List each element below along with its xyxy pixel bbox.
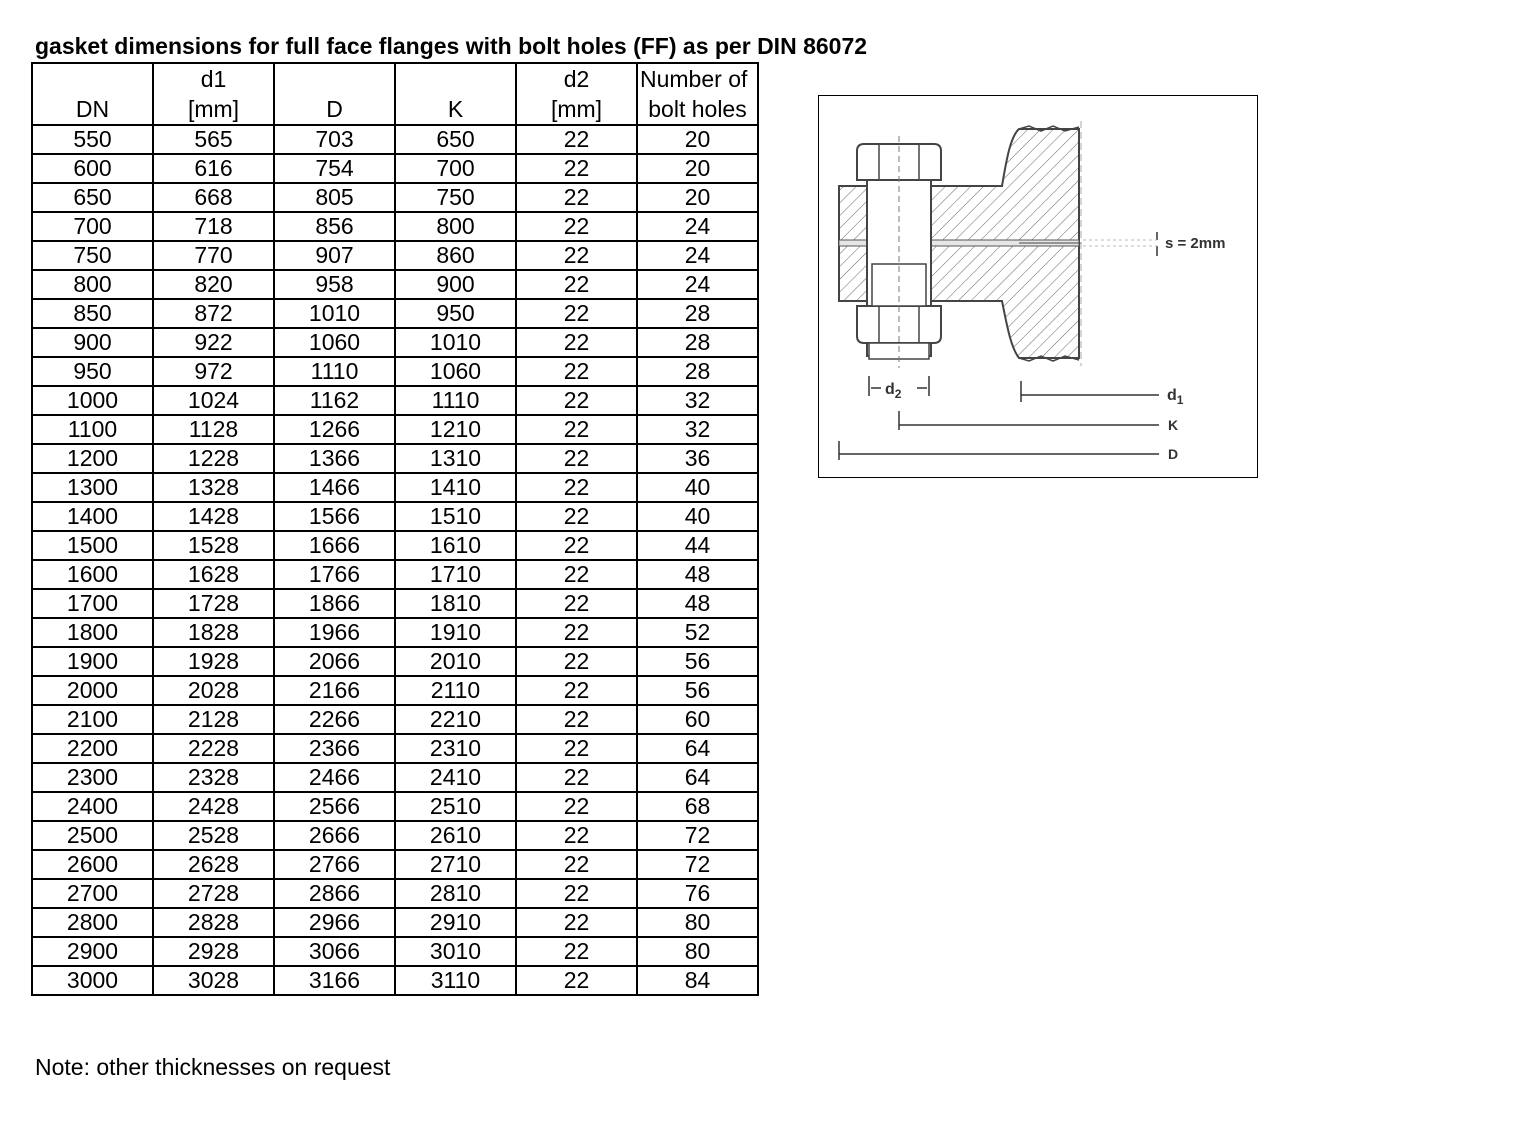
table-cell: 1910 [395, 618, 516, 647]
header-top [396, 64, 515, 94]
table-cell: 2200 [32, 734, 153, 763]
header-dn [32, 63, 153, 125]
table-cell: 950 [395, 299, 516, 328]
table-cell: 1024 [153, 386, 274, 415]
table-cell: 565 [153, 125, 274, 154]
table-cell: 2400 [32, 792, 153, 821]
table-cell: 22 [516, 589, 637, 618]
table-cell: 900 [395, 270, 516, 299]
thickness-label: s = 2mm [1165, 235, 1226, 252]
table-cell: 20 [637, 183, 758, 212]
table-cell: 2428 [153, 792, 274, 821]
table-cell: 922 [153, 328, 274, 357]
table-cell: 950 [32, 357, 153, 386]
table-row [32, 473, 758, 502]
table-cell: 2566 [274, 792, 395, 821]
table-row [32, 154, 758, 183]
table-cell: 1728 [153, 589, 274, 618]
table-row [32, 966, 758, 995]
table-cell: 60 [637, 705, 758, 734]
table-cell: 3028 [153, 966, 274, 995]
d2-label-main: d [885, 381, 895, 398]
table-cell: 1328 [153, 473, 274, 502]
table-cell: 3166 [274, 966, 395, 995]
header-bottom: D [326, 96, 343, 122]
table-row [32, 676, 758, 705]
table-cell: 36 [637, 444, 758, 473]
table-row [32, 386, 758, 415]
table-cell: 22 [516, 125, 637, 154]
table-row [32, 792, 758, 821]
table-row [32, 531, 758, 560]
table-cell: 2010 [395, 647, 516, 676]
table-cell: 68 [637, 792, 758, 821]
table-cell: 22 [516, 212, 637, 241]
k-label: K [1168, 417, 1179, 433]
table-cell: 1428 [153, 502, 274, 531]
table-cell: 2628 [153, 850, 274, 879]
d1-label [1167, 387, 1184, 407]
table-cell: 2266 [274, 705, 395, 734]
table-cell: 616 [153, 154, 274, 183]
table-row [32, 850, 758, 879]
table-cell: 2510 [395, 792, 516, 821]
table-cell: 2700 [32, 879, 153, 908]
table-row [32, 821, 758, 850]
table-cell: 1928 [153, 647, 274, 676]
table-cell: 1200 [32, 444, 153, 473]
table-cell: 1810 [395, 589, 516, 618]
table-row [32, 357, 758, 386]
table-cell: 550 [32, 125, 153, 154]
table-cell: 1666 [274, 531, 395, 560]
table-cell: 1162 [274, 386, 395, 415]
table-cell: 28 [637, 357, 758, 386]
table-cell: 22 [516, 763, 637, 792]
d1-label-sub: 1 [1176, 393, 1184, 407]
table-cell: 1528 [153, 531, 274, 560]
table-cell: 40 [637, 502, 758, 531]
table-cell: 2866 [274, 879, 395, 908]
gasket-dimensions-table [31, 62, 759, 996]
table-cell: 32 [637, 415, 758, 444]
header-top [33, 64, 152, 94]
table-cell: 860 [395, 241, 516, 270]
table-row [32, 444, 758, 473]
header-top [275, 64, 394, 94]
table-cell: 2110 [395, 676, 516, 705]
table-cell: 22 [516, 705, 637, 734]
table-cell: 22 [516, 792, 637, 821]
table-cell: 2928 [153, 937, 274, 966]
table-cell: 40 [637, 473, 758, 502]
table-row [32, 560, 758, 589]
table-cell: 72 [637, 821, 758, 850]
table-cell: 22 [516, 357, 637, 386]
table-cell: 22 [516, 937, 637, 966]
table-cell: 1828 [153, 618, 274, 647]
table-cell: 1510 [395, 502, 516, 531]
header-top: d2 [563, 66, 590, 92]
table-row [32, 589, 758, 618]
table-cell: 64 [637, 763, 758, 792]
table-cell: 1700 [32, 589, 153, 618]
table-cell: 1628 [153, 560, 274, 589]
table-cell: 2900 [32, 937, 153, 966]
table-cell: 48 [637, 560, 758, 589]
header-d1 [153, 63, 274, 125]
table-cell: 1710 [395, 560, 516, 589]
table-row [32, 241, 758, 270]
header-bottom: [mm] [550, 96, 603, 122]
table-row [32, 270, 758, 299]
table-cell: 2300 [32, 763, 153, 792]
table-row [32, 647, 758, 676]
table-row [32, 879, 758, 908]
table-row [32, 734, 758, 763]
table-cell: 2128 [153, 705, 274, 734]
table-cell: 22 [516, 850, 637, 879]
table-cell: 22 [516, 821, 637, 850]
header-bolt-holes [637, 63, 758, 125]
table-cell: 1900 [32, 647, 153, 676]
table-cell: 22 [516, 328, 637, 357]
d2-label-sub: 2 [894, 387, 902, 401]
table-cell: 2366 [274, 734, 395, 763]
table-cell: 2766 [274, 850, 395, 879]
table-cell: 1766 [274, 560, 395, 589]
table-cell: 2228 [153, 734, 274, 763]
table-cell: 2810 [395, 879, 516, 908]
table-cell: 1210 [395, 415, 516, 444]
table-cell: 1110 [274, 357, 395, 386]
table-cell: 2800 [32, 908, 153, 937]
table-cell: 2600 [32, 850, 153, 879]
header-bottom: K [447, 96, 464, 122]
flange-diagram [818, 95, 1258, 478]
table-cell: 24 [637, 241, 758, 270]
table-cell: 2310 [395, 734, 516, 763]
table-cell: 754 [274, 154, 395, 183]
table-cell: 22 [516, 241, 637, 270]
table-cell: 1800 [32, 618, 153, 647]
table-cell: 1600 [32, 560, 153, 589]
table-row [32, 328, 758, 357]
table-cell: 24 [637, 212, 758, 241]
table-cell: 872 [153, 299, 274, 328]
table-row [32, 415, 758, 444]
table-cell: 668 [153, 183, 274, 212]
table-cell: 2528 [153, 821, 274, 850]
table-cell: 22 [516, 502, 637, 531]
table-cell: 22 [516, 183, 637, 212]
table-cell: 20 [637, 154, 758, 183]
table-row [32, 299, 758, 328]
table-cell: 2000 [32, 676, 153, 705]
header-d2 [516, 63, 637, 125]
table-cell: 2910 [395, 908, 516, 937]
table-cell: 22 [516, 299, 637, 328]
table-cell: 750 [32, 241, 153, 270]
table-cell: 56 [637, 676, 758, 705]
header-top: Number of [640, 66, 748, 92]
table-cell: 22 [516, 676, 637, 705]
table-cell: 958 [274, 270, 395, 299]
table-cell: 850 [32, 299, 153, 328]
table-cell: 1300 [32, 473, 153, 502]
table-cell: 2710 [395, 850, 516, 879]
table-cell: 56 [637, 647, 758, 676]
flange-drawing [819, 96, 1257, 477]
table-cell: 1000 [32, 386, 153, 415]
table-cell: 2410 [395, 763, 516, 792]
table-cell: 3110 [395, 966, 516, 995]
table-cell: 1060 [274, 328, 395, 357]
table-cell: 2828 [153, 908, 274, 937]
table-cell: 28 [637, 328, 758, 357]
table-cell: 22 [516, 415, 637, 444]
table-cell: 820 [153, 270, 274, 299]
table-cell: 1466 [274, 473, 395, 502]
table-cell: 770 [153, 241, 274, 270]
table-cell: 700 [395, 154, 516, 183]
table-cell: 3000 [32, 966, 153, 995]
table-cell: 2066 [274, 647, 395, 676]
table-cell: 28 [637, 299, 758, 328]
table-cell: 2666 [274, 821, 395, 850]
table-cell: 22 [516, 908, 637, 937]
table-cell: 650 [395, 125, 516, 154]
table-cell: 1010 [395, 328, 516, 357]
table-row [32, 937, 758, 966]
table-cell: 1410 [395, 473, 516, 502]
table-cell: 2210 [395, 705, 516, 734]
table-cell: 856 [274, 212, 395, 241]
table-cell: 84 [637, 966, 758, 995]
table-cell: 800 [32, 270, 153, 299]
table-cell: 900 [32, 328, 153, 357]
table-cell: 1100 [32, 415, 153, 444]
table-cell: 718 [153, 212, 274, 241]
table-cell: 22 [516, 879, 637, 908]
table-cell: 22 [516, 154, 637, 183]
table-cell: 800 [395, 212, 516, 241]
table-cell: 1610 [395, 531, 516, 560]
table-cell: 24 [637, 270, 758, 299]
table-cell: 22 [516, 531, 637, 560]
table-cell: 64 [637, 734, 758, 763]
table-cell: 2728 [153, 879, 274, 908]
table-cell: 2610 [395, 821, 516, 850]
table-cell: 1010 [274, 299, 395, 328]
table-cell: 1500 [32, 531, 153, 560]
table-cell: 1400 [32, 502, 153, 531]
table-cell: 22 [516, 473, 637, 502]
table-cell: 3066 [274, 937, 395, 966]
table-header-row [32, 63, 758, 125]
table-cell: 32 [637, 386, 758, 415]
table-cell: 650 [32, 183, 153, 212]
table-row [32, 125, 758, 154]
table-cell: 2028 [153, 676, 274, 705]
table-cell: 907 [274, 241, 395, 270]
table-cell: 600 [32, 154, 153, 183]
table-cell: 76 [637, 879, 758, 908]
table-cell: 1228 [153, 444, 274, 473]
table-cell: 1128 [153, 415, 274, 444]
table-cell: 22 [516, 270, 637, 299]
table-cell: 20 [637, 125, 758, 154]
header-bottom: DN [75, 96, 110, 122]
header-bottom: [mm] [187, 96, 240, 122]
table-cell: 1366 [274, 444, 395, 473]
table-cell: 2166 [274, 676, 395, 705]
page-title: gasket dimensions for full face flanges with bolt holes (FF) as per DIN 86072 [35, 33, 868, 59]
table-cell: 700 [32, 212, 153, 241]
table-row [32, 212, 758, 241]
table-cell: 2466 [274, 763, 395, 792]
header-d [274, 63, 395, 125]
table-cell: 22 [516, 560, 637, 589]
table-cell: 1566 [274, 502, 395, 531]
table-cell: 22 [516, 386, 637, 415]
table-cell: 44 [637, 531, 758, 560]
table-cell: 1310 [395, 444, 516, 473]
table-cell: 80 [637, 908, 758, 937]
table-cell: 2500 [32, 821, 153, 850]
table-cell: 1060 [395, 357, 516, 386]
table-row [32, 908, 758, 937]
table-row [32, 183, 758, 212]
table-cell: 1966 [274, 618, 395, 647]
table-cell: 805 [274, 183, 395, 212]
table-cell: 22 [516, 734, 637, 763]
table-cell: 2966 [274, 908, 395, 937]
table-cell: 703 [274, 125, 395, 154]
header-top: d1 [200, 66, 227, 92]
table-cell: 2328 [153, 763, 274, 792]
table-cell: 22 [516, 966, 637, 995]
table-row [32, 618, 758, 647]
table-row [32, 502, 758, 531]
d1-label-main: d [1167, 387, 1177, 404]
table-cell: 1866 [274, 589, 395, 618]
footnote: Note: other thicknesses on request [35, 1054, 391, 1080]
table-row [32, 705, 758, 734]
table-cell: 80 [637, 937, 758, 966]
table-cell: 972 [153, 357, 274, 386]
table-cell: 48 [637, 589, 758, 618]
table-cell: 22 [516, 618, 637, 647]
table-cell: 72 [637, 850, 758, 879]
d2-label [885, 381, 902, 401]
table-cell: 2100 [32, 705, 153, 734]
table-cell: 3010 [395, 937, 516, 966]
header-k [395, 63, 516, 125]
table-cell: 22 [516, 647, 637, 676]
table-cell: 1110 [395, 386, 516, 415]
table-cell: 1266 [274, 415, 395, 444]
header-bottom: bolt holes [648, 96, 747, 122]
d-label: D [1168, 446, 1179, 462]
table-cell: 22 [516, 444, 637, 473]
table-cell: 52 [637, 618, 758, 647]
table-cell: 750 [395, 183, 516, 212]
table-row [32, 763, 758, 792]
